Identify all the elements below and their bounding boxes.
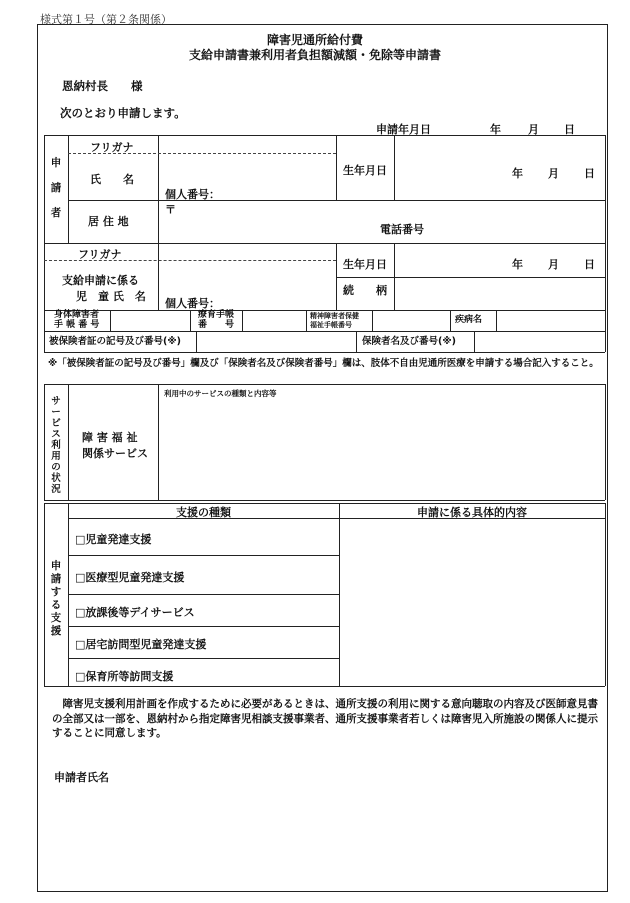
service-left-border [44, 384, 45, 500]
addressee: 恩納村長 様 [62, 79, 143, 93]
support-row-divider-1 [68, 555, 339, 556]
child-dob-month: 月 [548, 258, 559, 271]
cert-divider-2 [190, 310, 191, 331]
insurance-divider-3 [474, 331, 475, 352]
applicant-individual-number-label: 個人番号： [165, 188, 220, 201]
child-name-label-line2: 児 童 氏 名 [76, 290, 146, 303]
service-section-label-4: ス [51, 429, 61, 440]
support-section-label-3: す [50, 586, 62, 598]
applicant-phone-label: 電話番号 [380, 223, 424, 236]
support-row-divider-3 [68, 626, 339, 627]
postal-mark: 〒 [165, 203, 176, 216]
support-section-label-2: 請 [50, 573, 62, 585]
support-column-divider [339, 503, 340, 686]
mental-health-cert-label-line1: 精神障害者保健 [310, 312, 359, 320]
physical-disability-cert-label-line1: 身体障害者 [54, 310, 100, 320]
service-section-label-8: 状 [51, 473, 61, 484]
service-section-label-9: 況 [51, 484, 61, 495]
applicant-dob-divider-right [394, 135, 395, 200]
insurance-note: ※「被保険者証の記号及び番号」欄及び「保険者名及び保険者番号」欄は、肢体不自由児通所医療を申請する場合記入すること。 [48, 358, 599, 369]
service-section-label-3: ビ [51, 418, 61, 429]
physical-disability-cert-label-line2: 手 帳 番 号 [54, 320, 100, 330]
service-label-divider [158, 384, 159, 500]
support-section-label-5: 支 [50, 612, 62, 624]
application-date-year: 年 [490, 123, 501, 136]
service-section-label-6: 用 [51, 451, 61, 462]
cert-divider-6 [450, 310, 451, 331]
support-section-label-1: 申 [50, 560, 62, 572]
child-dob-year: 年 [512, 258, 523, 271]
applicant-dob-year: 年 [512, 167, 523, 180]
support-section-label-6: 援 [50, 625, 62, 637]
insurance-bottom-border [44, 352, 605, 353]
service-section-label-2: ー [51, 407, 61, 418]
application-date-day: 日 [564, 123, 575, 136]
cert-divider-3 [242, 310, 243, 331]
support-left-border [44, 503, 45, 686]
applicant-signature-label: 申請者氏名 [54, 771, 109, 784]
disease-name-label: 疾病名 [455, 315, 483, 325]
applicant-section-divider [68, 135, 69, 243]
insurance-divider-1 [196, 331, 197, 352]
service-bottom-border [44, 500, 605, 501]
insurance-divider-2 [356, 331, 357, 352]
support-section-label-4: る [50, 599, 62, 611]
table-right-border [605, 135, 606, 352]
applicant-address-top-border [68, 200, 605, 201]
applicant-section-label-3: 者 [50, 207, 62, 219]
applicant-address-label: 居 住 地 [88, 215, 129, 228]
support-item-home-visit-development[interactable]: □居宅訪問型児童発達支援 [75, 638, 207, 651]
support-item-child-development[interactable]: □児童発達支援 [75, 533, 152, 546]
child-bottom-border [44, 310, 605, 311]
mental-health-cert-label-line2: 福祉手帳番号 [310, 321, 352, 329]
form-title-line1: 障害児通所給付費 [266, 33, 363, 47]
insured-card-label: 被保険者証の記号及び番号(※) [49, 336, 181, 347]
support-item-after-school-day-service[interactable]: □放課後等デイサービス [75, 606, 195, 619]
rehab-cert-label-line2: 番 号 [198, 320, 235, 330]
support-type-header: 支援の種類 [176, 506, 231, 519]
service-section-divider [68, 384, 69, 500]
child-relation-label: 続 柄 [343, 284, 387, 297]
form-title-line2: 支給申請書兼利用者負担額減額・免除等申請書 [188, 48, 441, 62]
applicant-dob-day: 日 [584, 167, 595, 180]
support-row-divider-2 [68, 594, 339, 595]
applicant-dob-month: 月 [548, 167, 559, 180]
service-top-border [44, 384, 605, 385]
service-section-label-7: の [51, 462, 61, 473]
applicant-section-label-1: 申 [50, 157, 62, 169]
consent-statement: 障害児支援利用計画を作成するために必要があるときは、通所支援の利用に関する意向聴取の内容及び医師意見書の全部又は一部を、恩納村から指定障害児相談支援事業者、通所支援事業者若しくは障害児入所施設の関係人に提示することに同意します。 [52, 698, 598, 739]
insurer-label: 保険者名及び番号(※) [362, 336, 456, 347]
applicant-dob-divider-left [336, 135, 337, 200]
cert-divider-5 [372, 310, 373, 331]
support-item-medical-child-development[interactable]: □医療型児童発達支援 [75, 571, 185, 584]
support-item-nursery-visit-support[interactable]: □保育所等訪問支援 [75, 670, 174, 683]
service-section-label-5: 利 [51, 440, 61, 451]
child-dob-day: 日 [584, 258, 595, 271]
child-dob-label: 生年月日 [343, 258, 387, 271]
welfare-service-label-line2: 関係サービス [82, 447, 148, 460]
cert-divider-4 [306, 310, 307, 331]
rehab-cert-label-line1: 療育手帳 [198, 310, 235, 320]
cert-divider-1 [110, 310, 111, 331]
application-date-month: 月 [528, 123, 539, 136]
applicant-section-label-2: 請 [50, 182, 62, 194]
child-individual-number-label: 個人番号： [165, 297, 220, 310]
welfare-service-label-line1: 障 害 福 祉 [82, 431, 138, 444]
support-row-divider-4 [68, 658, 339, 659]
certificate-bottom-border [44, 331, 605, 332]
support-detail-header: 申請に係る具体的内容 [417, 506, 527, 519]
intro-text: 次のとおり申請します。 [60, 106, 186, 120]
applicant-furigana-label: フリガナ [90, 141, 134, 154]
application-date-label: 申請年月日 [376, 123, 431, 136]
child-name-label-line1: 支給申請に係る [62, 274, 139, 287]
child-dob-bottom-border [336, 277, 605, 278]
applicant-name-label: 氏 名 [90, 173, 134, 186]
table-top-border [44, 135, 605, 136]
applicant-dob-label: 生年月日 [343, 164, 387, 177]
table-left-border [44, 135, 45, 352]
applicant-bottom-border [44, 243, 605, 244]
form-number: 様式第１号（第２条関係） [40, 13, 172, 26]
service-right-border [605, 384, 606, 500]
support-right-border [605, 503, 606, 686]
cert-divider-7 [496, 310, 497, 331]
label-column-divider [158, 135, 159, 310]
support-bottom-border [44, 686, 605, 687]
service-content-caption: 利用中のサービスの種類と内容等 [164, 389, 277, 398]
service-section-label-1: サ [51, 396, 61, 407]
child-furigana-label: フリガナ [78, 248, 122, 261]
